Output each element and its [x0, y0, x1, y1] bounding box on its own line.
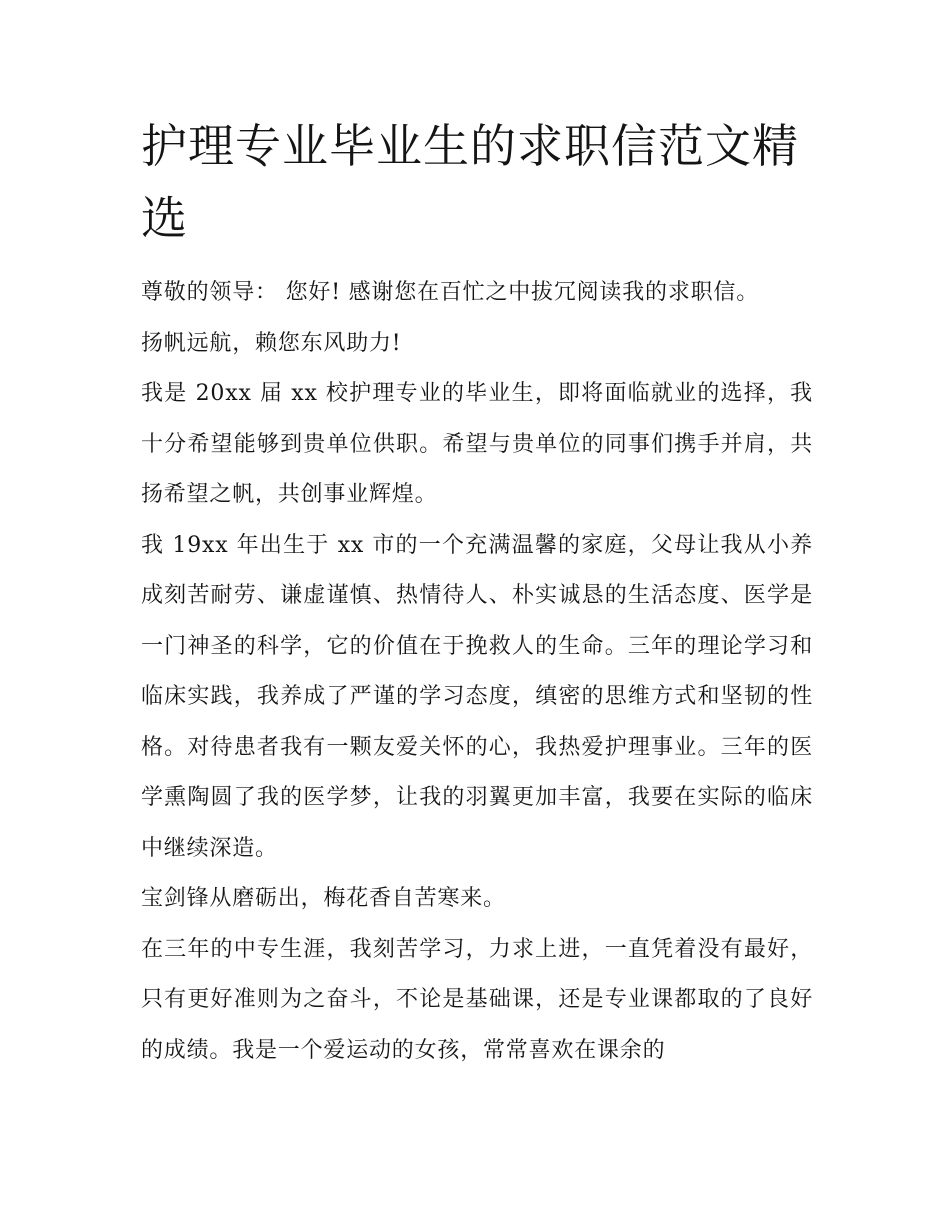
document-page	[141, 110, 813, 1076]
paragraph-motto: 扬帆远航，赖您东风助力!	[141, 330, 402, 356]
paragraph-studies: 在三年的中专生涯，我刻苦学习，力求上进，一直凭着没有最好，只有更好准则为之奋斗，不论是基础课，还是专业课都取的了良好的成绩。我是一个爱运动的女孩，常常喜欢在课余的	[141, 936, 813, 1063]
paragraph-introduction: 我是 20xx 届 xx 校护理专业的毕业生，即将面临就业的选择，我十分希望能够到贵单位供职。希望与贵单位的同事们携手并肩，共扬希望之帆，共创事业辉煌。	[141, 381, 813, 507]
paragraph-background: 我 19xx 年出生于 xx 市的一个充满温馨的家庭，父母让我从小养成刻苦耐劳、谦虚谨慎、热情待人、朴实诚恳的生活态度、医学是一门神圣的科学，它的价值在于挽救人的生命。三年的理论学习和临床实践，我养成了严谨的学习态度，缜密的思维方式和坚韧的性格。对待患者我有一颗友爱关怀的心，我热爱护理事业。三年的医学熏陶圆了我的医学梦，让我的羽翼更加丰富，我要在实际的临床中继续深造。	[141, 532, 813, 861]
document-title: 护理专业毕业生的求职信范文精选	[141, 119, 799, 245]
paragraph-proverb: 宝剑锋从磨砺出，梅花香自苦寒来。	[141, 886, 506, 911]
paragraph-greeting: 尊敬的领导： 您好! 感谢您在百忙之中拔冗阅读我的求职信。	[141, 280, 760, 305]
